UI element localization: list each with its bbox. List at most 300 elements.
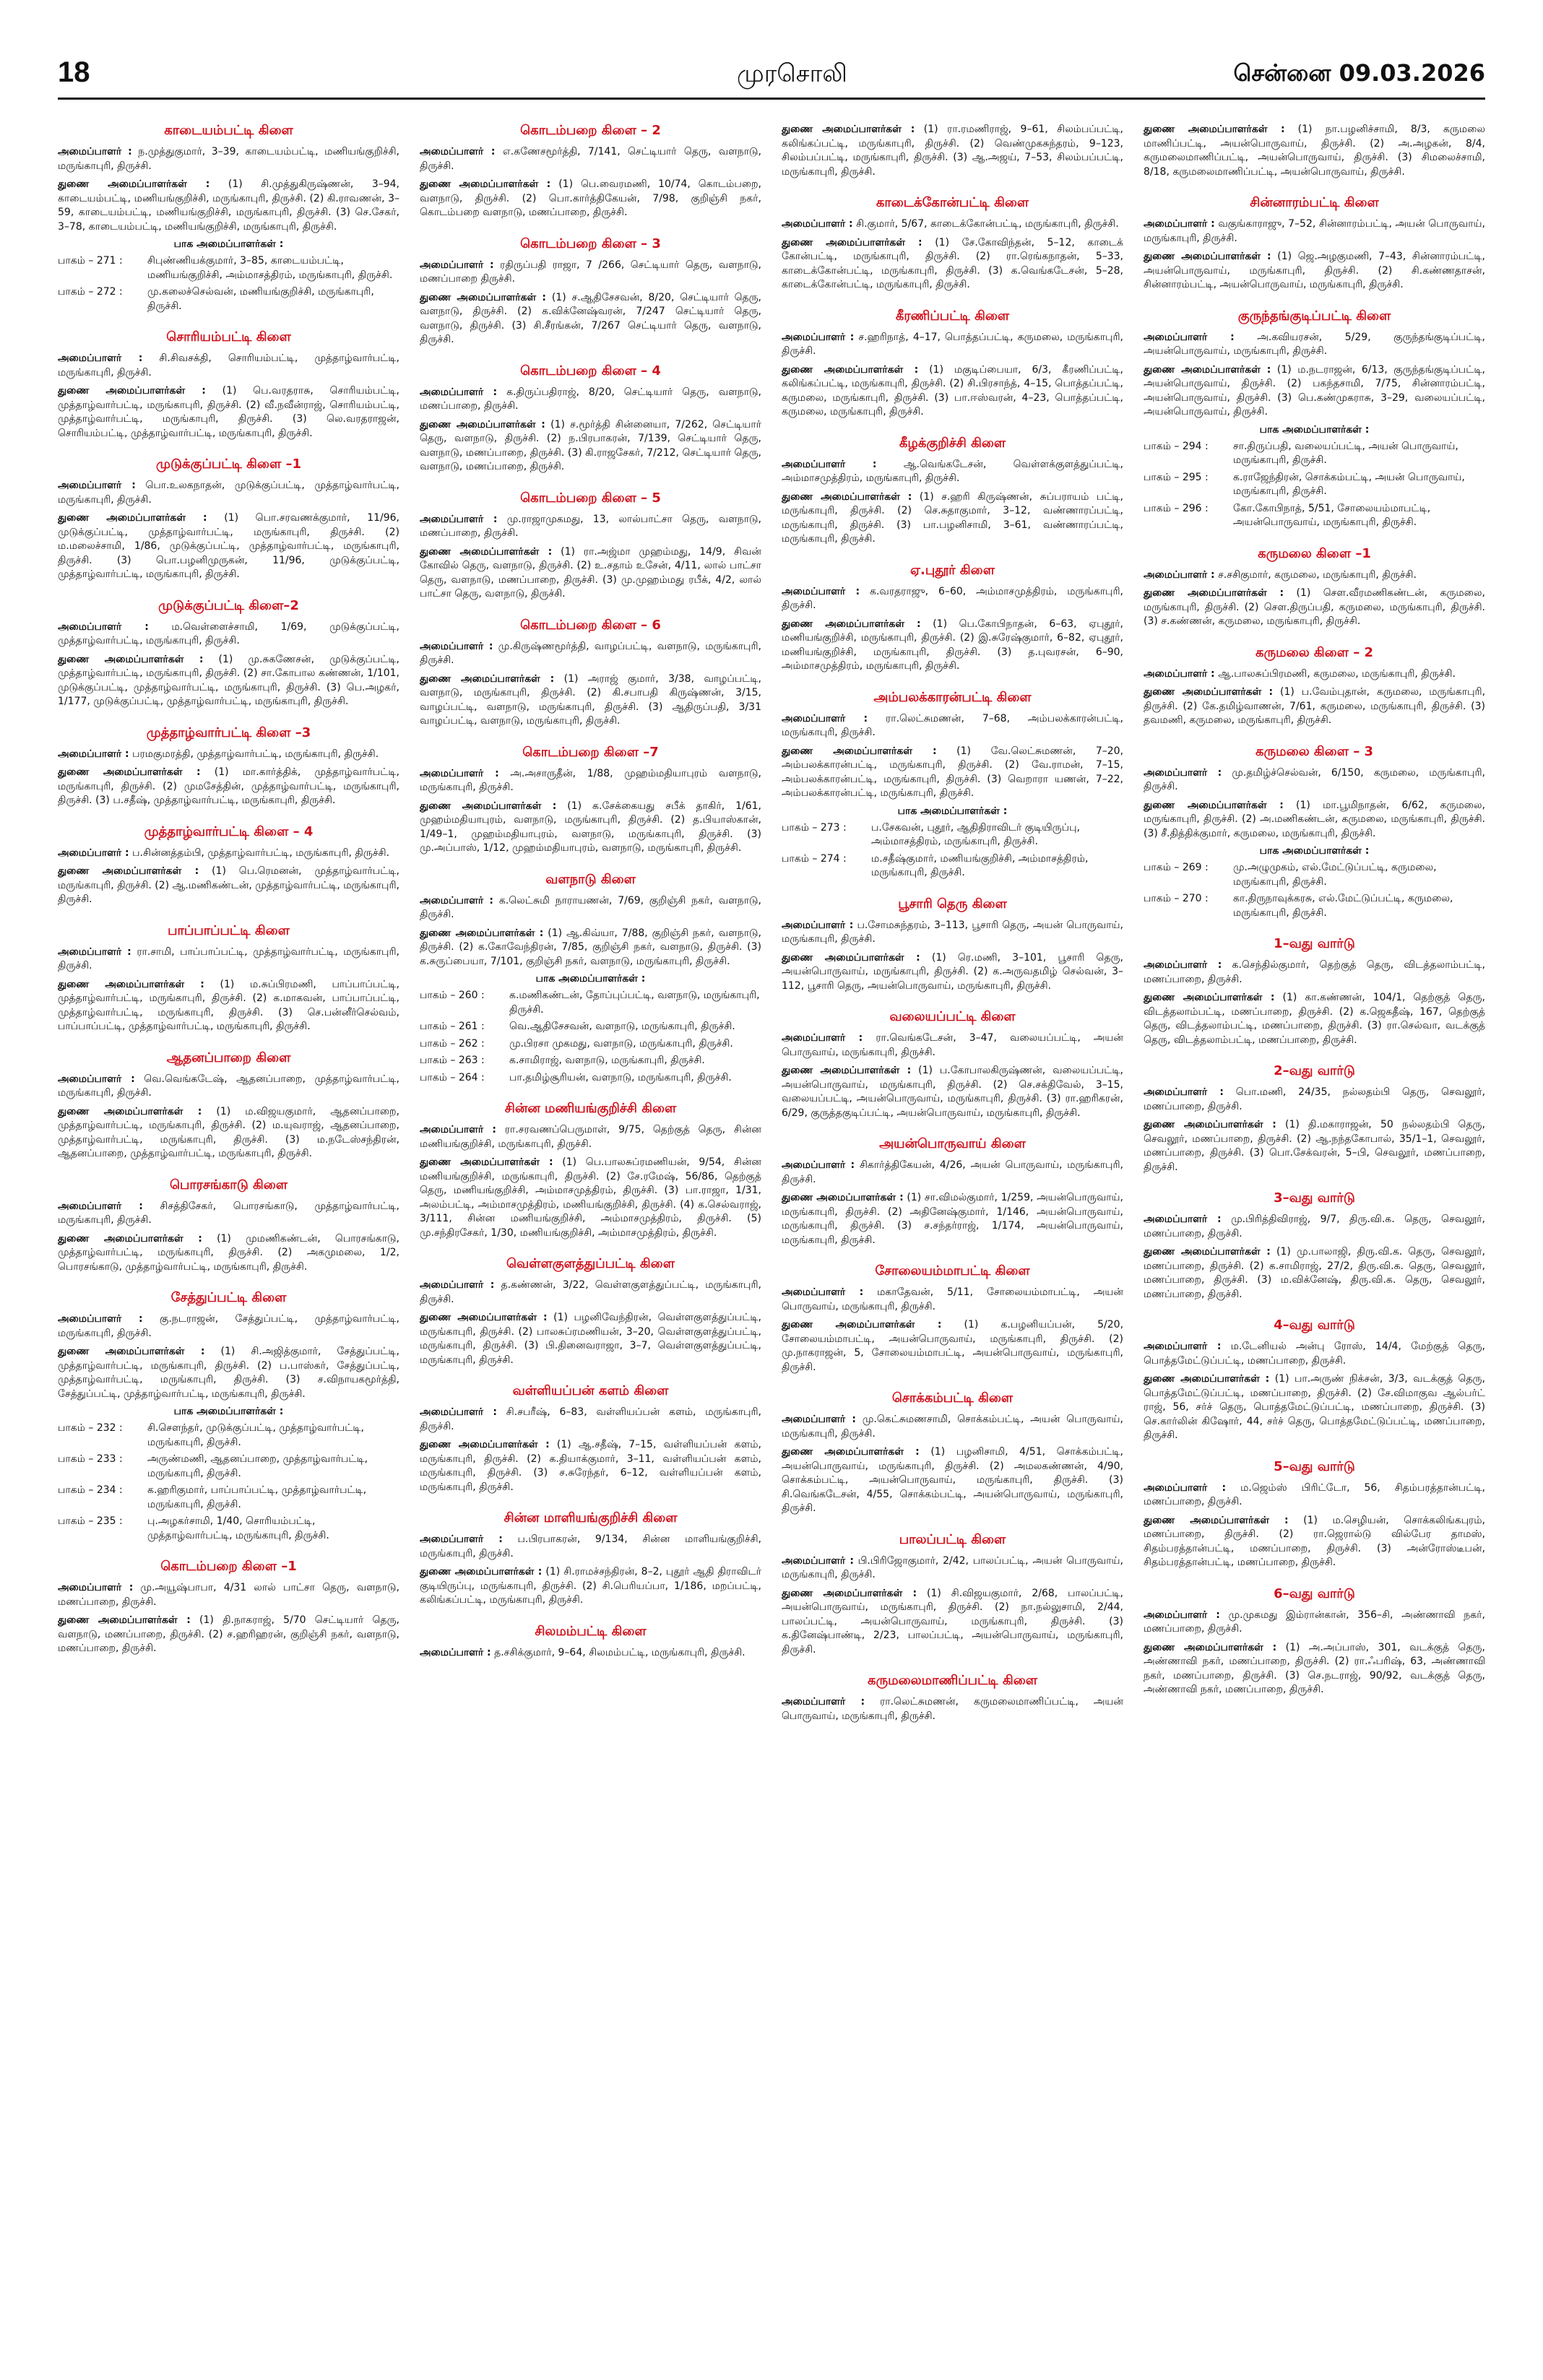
section-heading: கொடம்பறை கிளை –7	[522, 744, 659, 760]
organiser-text: க.செந்தில்குமார், தெற்குத் தெரு, விடத்தலாம்பட்டி, மணப்பாறை, திருச்சி.	[1144, 959, 1485, 985]
role-label: துணை அமைப்பாளர்கள் :	[420, 178, 551, 190]
section-heading: 2–வது வார்டு	[1274, 1063, 1355, 1078]
section	[1144, 1063, 1485, 1174]
role-label: அமைப்பாளர் :	[420, 640, 493, 652]
role-label: துணை அமைப்பாளர்கள் :	[58, 1346, 205, 1357]
deputy-text: (1) ம.விஜயகுமார், ஆதனப்பாறை, முத்தாழ்வார்பட்டி, மருங்காபுரி, திருச்சி. (2) ம.யுவராஜ், ஆதனப்பாறை, முத்தாழ்வார்பட்டி, மருங்காபுரி, திருச்சி. (3) ம.நடேஸ்சந்திரன், ஆதனப்பாறை, முத்தாழ்வார்பட்டி, மருங்காபுரி, திருச்சி.	[58, 1105, 399, 1159]
booth-organiser: க.சாமிராஜ், வளநாடு, மருங்காபுரி, திருச்சி.	[509, 1055, 705, 1066]
section	[58, 456, 399, 582]
section	[782, 563, 1123, 674]
section	[420, 363, 761, 475]
deputy-line	[420, 291, 761, 347]
section-heading: பாப்பாப்பட்டி கிளை	[168, 922, 290, 938]
section	[1144, 123, 1485, 179]
role-label: துணை அமைப்பாளர்கள் :	[58, 1105, 202, 1117]
section-heading: காடைக்கோன்பட்டி கிளை	[876, 195, 1029, 210]
booth-number: பாகம் – 261 :	[420, 1021, 485, 1032]
role-label: துணை அமைப்பாளர்கள் :	[782, 1587, 917, 1599]
section-heading: கருமலை கிளை –1	[1258, 545, 1371, 561]
booth-organiser: ம.சதீஷ்குமார், மணியங்குறிச்சி, அம்மாசத்திரம், மருங்காபுரி, திருச்சி.	[871, 852, 1089, 878]
deputy-text: (1) சி.ராமச்சந்திரன், 8–2, புதூர் ஆதி திராவிடர் குடியிருப்பு, மருங்காபுரி, திருச்சி. (2) சி.பெரியப்பா, 1/186, மறப்பட்டி, கலிங்கப்பட்டி, மருங்காபுரி, திருச்சி.	[420, 1566, 761, 1606]
organiser-line	[420, 513, 761, 541]
booth-organiser: க.மணிகண்டன், தோப்புப்பட்டி, வளநாடு, மருங்காபுரி, திருச்சி.	[509, 990, 760, 1016]
role-label: அமைப்பாளர் :	[1144, 568, 1215, 581]
role-label: துணை அமைப்பாளர்கள் :	[420, 1439, 550, 1450]
section-heading: அம்பலக்காரன்பட்டி கிளை	[873, 689, 1032, 705]
role-label: அமைப்பாளர் :	[420, 894, 494, 906]
booth-organiser: கோ.கோபிநாத், 5/51, சோலையம்மாபட்டி, அயன்பொருவாய், மருங்காபுரி, திருச்சி.	[1233, 502, 1431, 528]
booth-row	[420, 1020, 761, 1034]
deputy-text: (1) முமணிகண்டன், பொரசங்காடு, முத்தாழ்வார்பட்டி, மருங்காபுரி, திருச்சி. (2) அகமுமலை, 1/2, பொரசங்காடு, முத்தாழ்வார்பட்டி, மருங்காபுரி, திருச்சி.	[58, 1232, 399, 1273]
organiser-line	[420, 1646, 761, 1661]
deputy-line	[1144, 363, 1485, 420]
organiser-text: பி.பிரிஜோகுமார், 2/42, பாலப்பட்டி, அயன் பொருவாய், மருங்காபுரி, திருச்சி.	[782, 1554, 1123, 1580]
organiser-text: ந.முத்துகுமார், 3–39, காடையம்பட்டி, மணியங்குறிச்சி, மருங்காபுரி, திருச்சி.	[58, 146, 399, 172]
section-heading: பாலப்பட்டி கிளை	[899, 1531, 1006, 1547]
organiser-line	[1144, 1086, 1485, 1114]
organiser-line	[58, 1581, 399, 1609]
role-label: அமைப்பாளர் :	[782, 1414, 857, 1425]
role-label: அமைப்பாளர் :	[420, 767, 499, 779]
column-4	[1144, 123, 1485, 2362]
booth-row	[1144, 471, 1485, 499]
deputy-line	[58, 178, 399, 234]
organiser-line	[782, 712, 1123, 740]
deputy-text: (1) மா.கார்த்திக், முத்தாழ்வார்பட்டி, மருங்காபுரி, திருச்சி. (2) முமசேத்தின், முத்தாழ்வார்பட்டி, மருங்காபுரி, திருச்சி. (3) ப.சதீஷ், முத்தாழ்வார்பட்டி, மருங்காபுரி, திருச்சி.	[58, 766, 399, 806]
organiser-line	[58, 1200, 399, 1228]
section-heading: சேத்துப்பட்டி கிளை	[170, 1290, 287, 1305]
deputy-text: (1) மு.சுகணேசன், முடுக்குப்பட்டி, முத்தாழ்வார்பட்டி, மருங்காபுரி, திருச்சி. (2) சா.கோபால கண்ணன், 1/101, முடுக்குப்பட்டி, முத்தாழ்வார்பட்டி, மருங்காபுரி, திருச்சி. (3) பெ.அழகர், 1/177, முடுக்குப்பட்டி, முத்தாழ்வார்பட்டி, மருங்காபுரி, திருச்சி.	[58, 653, 399, 707]
deputy-line	[1144, 685, 1485, 728]
section-heading: 5–வது வார்டு	[1274, 1458, 1355, 1474]
booth-heading: பாக அமைப்பாளர்கள் :	[897, 805, 1008, 817]
booth-row	[58, 1515, 399, 1543]
section	[782, 195, 1123, 293]
organiser-line	[1144, 766, 1485, 795]
role-label: துணை அமைப்பாளர்கள் :	[420, 545, 553, 558]
deputy-line	[420, 545, 761, 602]
organiser-text: க.வரதராஜு, 6–60, அம்மாசமுத்திரம், மருங்காபுரி, திருச்சி.	[782, 585, 1123, 611]
booth-number: பாகம் – 262 :	[420, 1037, 485, 1050]
section	[1144, 308, 1485, 530]
role-label: அமைப்பாளர் :	[420, 146, 496, 157]
section	[58, 824, 399, 907]
deputy-text: (1) பெ.ரெமனன், முத்தாழ்வார்பட்டி, மருங்காபுரி, திருச்சி. (2) ஆ.மணிகண்டன், முத்தாழ்வார்பட்டி, மருங்காபுரி, திருச்சி.	[58, 865, 399, 905]
organiser-line	[1144, 331, 1485, 359]
role-label: அமைப்பாளர் :	[58, 847, 129, 859]
booth-number: பாகம் – 295 :	[1144, 471, 1209, 483]
role-label: துணை அமைப்பாளர்கள் :	[58, 766, 201, 778]
article-columns	[58, 123, 1485, 2362]
section	[420, 1510, 761, 1608]
section-heading: பூசாரி தெரு கிளை	[898, 896, 1007, 912]
deputy-line	[420, 418, 761, 475]
role-label: அமைப்பாளர் :	[58, 748, 129, 760]
deputy-text: (1) ம.சுப்பிரமணி, பாப்பாப்பட்டி, முத்தாழ்வார்பட்டி, மருங்காபுரி, திருச்சி. (2) க.மாகவன், பாப்பாப்பட்டி, முத்தாழ்வார்பட்டி, மருங்காபுரி, திருச்சி. (3) செ.பன்னீர்செல்வம், பாப்பாப்பட்டி, முத்தாழ்வார்பட்டி, மருங்காபுரி, திருச்சி.	[58, 978, 399, 1032]
role-label: துணை அமைப்பாளர்கள் :	[1144, 992, 1275, 1003]
role-label: துணை அமைப்பாளர்கள் :	[1144, 587, 1284, 599]
role-label: துணை அமைப்பாளர்கள் :	[782, 618, 921, 630]
deputy-line	[58, 978, 399, 1034]
organiser-text: மு.கிருஷ்ணமூர்த்தி, வாழப்பட்டி, வளநாடு, மருங்காபுரி, திருச்சி.	[420, 640, 761, 666]
section	[782, 1390, 1123, 1516]
deputy-line	[420, 1311, 761, 1367]
role-label: துணை அமைப்பாளர்கள் :	[420, 672, 555, 685]
deputy-line	[58, 1232, 399, 1275]
booth-organiser: மு.கலைச்செல்வன், மணியங்குறிச்சி, மருங்காபுரி, திருச்சி.	[147, 286, 374, 312]
newspaper-title: முரசொலி	[737, 59, 847, 88]
organiser-text: வகுங்காராஜு, 7–52, சின்னாரம்பட்டி, அயன் பொருவாய், மருங்காபுரி, திருச்சி.	[1144, 218, 1485, 244]
section	[782, 1136, 1123, 1247]
section	[1144, 195, 1485, 293]
role-label: அமைப்பாளர் :	[782, 218, 853, 230]
organiser-line	[58, 145, 399, 173]
role-label: துணை அமைப்பாளர்கள் :	[420, 418, 545, 430]
booth-organiser: க.ராஜேந்திரன், சொக்கம்பட்டி, அயன் பொருவாய், மருங்காபுரி, திருச்சி.	[1233, 471, 1465, 497]
booth-number: பாகம் – 273 :	[782, 821, 847, 834]
role-label: துணை அமைப்பாளர்கள் :	[1144, 251, 1271, 262]
deputy-line	[1144, 1245, 1485, 1302]
section-heading: சோலையம்மாபட்டி கிளை	[875, 1263, 1030, 1278]
booth-organiser: க.ஹரிகுமார், பாப்பாப்பட்டி, முத்தாழ்வார்பட்டி, மருங்காபுரி, திருச்சி.	[147, 1484, 367, 1510]
deputy-text: (1) பெ.வைரமணி, 10/74, கொடம்பறை, வளநாடு, திருச்சி. (2) பொ.கார்த்திகேயன், 7/98, குறிஞ்சி நகர், கொடம்பறை வளநாடு, மணப்பாறை, திருச்சி.	[420, 178, 761, 218]
organiser-text: வெ.வெங்கடேஷ், ஆதனப்பாறை, முத்தாழ்வார்பட்டி, மருங்காபுரி, திருச்சி.	[58, 1073, 399, 1099]
section-heading: குருந்தங்குடிப்பட்டி கிளை	[1237, 308, 1391, 324]
section	[782, 1532, 1123, 1658]
organiser-line	[782, 1554, 1123, 1583]
section	[58, 329, 399, 441]
booth-organiser: சிபுண்ணியக்குமார், 3–85, காடையம்பட்டி, மணியங்குறிச்சி, அம்மாசத்திரம், மருங்காபுரி, திருச்சி.	[147, 255, 393, 281]
deputy-text: (1) ஜெ.அழகுமணி, 7–43, சின்னாரம்பட்டி, அயன்பொருவாய், மருங்காபுரி, திருச்சி. (2) சி.கண்ணதாசன், சின்னாரம்பட்டி, அயன்பொருவாய், மருங்காபுரி, திருச்சி.	[1144, 251, 1485, 290]
role-label: துணை அமைப்பாளர்கள் :	[1144, 124, 1285, 135]
deputy-line	[58, 1614, 399, 1656]
deputy-text: (1) ச.ஆதிசேசவன், 8/20, செட்டியார் தெரு, வளநாடு, திருச்சி. (2) க.விக்னேஷ்வரன், 7/247 செட்டியார் தெரு, வளநாடு, திருச்சி. (3) சி.சீரங்கன், 7/267 செட்டியார் தெரு, வளநாடு, திருச்சி.	[420, 291, 761, 345]
organiser-text: அ.அசாருதீன், 1/88, முஹம்மதியாபுரம் வளநாடு, மருங்காபுரி, திருச்சி.	[420, 767, 761, 793]
section-heading: முத்தாழ்வார்பட்டி கிளை – 4	[144, 823, 314, 839]
section-heading: வெள்ளகுளத்துப்பட்டி கிளை	[506, 1256, 675, 1271]
role-label: அமைப்பாளர் :	[1144, 667, 1215, 680]
deputy-text: (1) சே.கோவிந்தன், 5–12, காடைக் கோன்பட்டி, மருங்காபுரி, திருச்சி. (2) ரா.ரெங்கநாதன், 5–33, காடைக்கோன்பட்டி, மருங்காபுரி, திருச்சி. (3) க.வெங்கடேசன், 5–28, காடைக்கோன்பட்டி, மருங்காபுரி, திருச்சி.	[782, 236, 1123, 290]
deputy-text: (1) ப.கோபாலகிருஷ்ணன், வலையப்பட்டி, அயன்பொருவாய், மருங்காபுரி, திருச்சி. (2) செ.சக்திவேல், 3–15, வலையப்பட்டி, அயன்பொருவாய், மருங்காபுரி, திருச்சி. (3) ரா.ஹரிகரன், 6/29, குருத்தகுடிப்பட்டி, அயன்பொருவாய், மருங்காபுரி, திருச்சி.	[782, 1065, 1123, 1119]
section-heading: கருமலை கிளை – 2	[1255, 644, 1373, 660]
role-label: துணை அமைப்பாளர்கள் :	[1144, 686, 1274, 698]
role-label: அமைப்பாளர் :	[1144, 1341, 1222, 1352]
deputy-text: (1) ம.செழியன், சொக்கலிங்கபுரம், மணப்பாறை, திருச்சி. (2) ரா.ஜெரால்டு வில்பேர தாமஸ், சிதம்பரத்தான்பட்டி, மணப்பாறை, திருச்சி. (3) அன்ரோஸ்டீபன், சிதம்பரத்தான்பட்டி, மணப்பாறை, திருச்சி.	[1144, 1514, 1485, 1568]
section	[1144, 744, 1485, 921]
deputy-text: (1) பா.அருண் நிக்சன், 3/3, வடக்குத் தெரு, பொத்தமேட்டுப்பட்டி, மணப்பாறை, திருச்சி. (2) சே.விமாகுவ ஆல்பர்ட் ராஜ், 56, சர்ச் தெரு, பொத்தமேட்டுப்பட்டி, மணப்பாறை, திருச்சி. (3) செ.கார்லின் கிஷோர், 44, சர்ச் தெரு, பொத்தமேட்டுப்பட்டி, மணப்பாறை, திருச்சி.	[1144, 1373, 1485, 1441]
organiser-line	[420, 145, 761, 173]
organiser-line	[782, 123, 1123, 179]
organiser-text: ப.பிரபாகரன், 9/134, சின்ன மாளியங்குறிச்சி, மருங்காபுரி, திருச்சி.	[420, 1533, 761, 1559]
booth-number: பாகம் – 294 :	[1144, 440, 1209, 452]
deputy-line	[420, 927, 761, 969]
organiser-line	[58, 748, 399, 762]
role-label: அமைப்பாளர் :	[58, 480, 136, 491]
section	[420, 1101, 761, 1240]
booth-number: பாகம் – 269 :	[1144, 862, 1209, 873]
deputy-text: (1) தி.நாகராஜ், 5/70 செட்டியார் தெரு, வளநாடு, மணப்பாறை, திருச்சி. (2) ச.ஹரிஹரன், குறிஞ்சி நகர், வளநாடு, மணப்பாறை, திருச்சி.	[58, 1614, 399, 1654]
deputy-text: (1) சி.அஜித்குமார், சேத்துப்பட்டி, முத்தாழ்வார்பட்டி, மருங்காபுரி, திருச்சி. (2) ப.பாஸ்கர், சேத்துப்பட்டி, முத்தாழ்வார்பட்டி, மருங்காபுரி, திருச்சி. (3) ச.விநாயகமூர்த்தி, சேத்துப்பட்டி, முத்தாழ்வார்பட்டி, மருங்காபுரி, திருச்சி.	[58, 1346, 399, 1400]
role-label: துணை அமைப்பாளர்கள் :	[782, 1192, 904, 1203]
deputy-text: (1) ரெ.மணி, 3–101, பூசாரி தெரு, அயன்பொருவாய், மருங்காபுரி, திருச்சி. (2) க.அருவதமிழ் செல்வன், 3–112, பூசாரி தெரு, அயன்பொருவாய், மருங்காபுரி, திருச்சி.	[782, 951, 1123, 992]
organiser-line	[1144, 959, 1485, 987]
deputy-line	[782, 1191, 1123, 1247]
booth-row	[782, 852, 1123, 880]
organiser-text: ப.சோமசுந்தரம், 3–113, பூசாரி தெரு, அயன் பொருவாய், மருங்காபுரி, திருச்சி.	[782, 919, 1123, 945]
organiser-text: ப.சின்னத்தம்பி, முத்தாழ்வார்பட்டி, மருங்காபுரி, திருச்சி.	[132, 847, 390, 859]
role-label: அமைப்பாளர் :	[58, 945, 131, 958]
booth-row	[58, 254, 399, 282]
organiser-text: அ.கவியரசன், 5/29, குருந்தங்குடிப்பட்டி, அயன்பொருவாய், மருங்காபுரி, திருச்சி.	[1144, 331, 1485, 357]
role-label: அமைப்பாளர் :	[782, 1554, 854, 1567]
booth-row	[58, 285, 399, 313]
section	[1144, 936, 1485, 1047]
deputy-text: (1) ம.நடராஜன், 6/13, குருந்தங்குடிப்பட்டி, அயன்பொருவாய், திருச்சி. (2) பகந்தசாமி, 7/75, சின்னாரம்பட்டி, அயன்பொருவாய், திருச்சி. (3) பெ.கண்முகராசு, 3–29, வலையப்பட்டி, அயன்பொருவாய், திருச்சி.	[1144, 363, 1485, 417]
role-label: அமைப்பாளர் :	[58, 146, 132, 157]
role-label: அமைப்பாளர் :	[782, 585, 860, 597]
role-label: துணை அமைப்பாளர்கள் :	[782, 1446, 920, 1458]
deputy-line	[1144, 1118, 1485, 1174]
organiser-line	[782, 585, 1123, 613]
organiser-line	[420, 386, 761, 414]
deputy-line	[782, 618, 1123, 674]
masthead	[0, 0, 1543, 87]
organiser-line	[782, 1031, 1123, 1060]
booth-organiser: மு.பிரசா முகமது, வளநாடு, மருங்காபுரி, திருச்சி.	[509, 1037, 733, 1050]
role-label: துணை அமைப்பாளர்கள் :	[782, 124, 915, 135]
organiser-text: கு.நடராஜன், சேத்துப்பட்டி, முத்தாழ்வார்பட்டி, மருங்காபுரி, திருச்சி.	[58, 1313, 399, 1339]
role-label: அமைப்பாளர் :	[420, 1406, 497, 1418]
booth-organiser: சி.சௌந்தர், முடுக்குப்பட்டி, முத்தாழ்வார்பட்டி, மருங்காபுரி, திருச்சி.	[147, 1422, 364, 1448]
organiser-text: சி.சிவசக்தி, சொரியம்பட்டி, முத்தாழ்வார்பட்டி, மருங்காபுரி, திருச்சி.	[58, 352, 399, 378]
deputy-text: (1) சி.விஜயகுமார், 2/68, பாலப்பட்டி, அயன்பொருவாய், மருங்காபுரி, திருச்சி. (2) நா.நல்லுசாமி, 2/44, பாலப்பட்டி, அயன்பொருவாய், மருங்காபுரி, திருச்சி. (3) க.தினேஷ்பாண்டி, 2/23, பாலப்பட்டி, அயன்பொருவாய், மருங்காபுரி, திருச்சி.	[782, 1587, 1123, 1656]
organiser-line	[782, 217, 1123, 232]
section-heading: கொடம்பறை கிளை – 2	[520, 123, 661, 138]
booth-heading: பாக அமைப்பாளர்கள் :	[173, 238, 284, 250]
organiser-line	[58, 352, 399, 380]
edition-date: சென்னை 09.03.2026	[1233, 59, 1485, 87]
deputy-line	[58, 865, 399, 907]
role-label: துணை அமைப்பாளர்கள் :	[58, 865, 199, 877]
role-label: துணை அமைப்பாளர்கள் :	[58, 653, 204, 665]
deputy-line	[782, 745, 1123, 801]
section-heading: கொடம்பறை கிளை – 4	[520, 363, 661, 378]
booth-number: பாகம் – 235 :	[58, 1515, 123, 1527]
deputy-line	[782, 363, 1123, 420]
deputy-text: (1) ரா.அஜ்மா முஹம்மது, 14/9, சிவன் கோவில் தெரு, வளநாடு, திருச்சி. (2) உ.சதாம் உசேன், 4/11, லால் பாட்சா தெரு, வளநாடு, மணப்பாறை, திருச்சி. (3) மு.முஹம்மது ரபீக், 4/2, லால் பாட்சா தெரு, வளநாடு, திருச்சி.	[420, 545, 761, 600]
section	[420, 490, 761, 602]
section	[1144, 1317, 1485, 1443]
organiser-text: ரா.வெங்கடேசன், 3–47, வலையப்பட்டி, அயன் பொருவாய், மருங்காபுரி, திருச்சி.	[782, 1032, 1123, 1058]
role-label: துணை அமைப்பாளர்கள் :	[1144, 1641, 1277, 1653]
section-heading: சின்ன மாளியங்குறிச்சி கிளை	[503, 1510, 678, 1526]
organiser-text: ரா.லெட்சுமணன், கருமலைமாணிப்பட்டி, அயன் பொருவாய், மருங்காபுரி, திருச்சி.	[782, 1696, 1123, 1722]
organiser-text: ச.ஹரிநாத், 4–17, பொத்தப்பட்டி, கருமலை, மருங்காபுரி, திருச்சி.	[782, 331, 1123, 357]
deputy-line	[1144, 1514, 1485, 1570]
deputy-line	[58, 766, 399, 808]
role-label: அமைப்பாளர் :	[782, 919, 854, 931]
section	[782, 436, 1123, 547]
organiser-line	[420, 640, 761, 668]
deputy-text: (1) ச.மூர்த்தி சின்னையா, 7/262, செட்டியார் தெரு, வளநாடு, திருச்சி. (2) ந.பிரபாகரன், 7/139, செட்டியார் தெரு, வளநாடு, மணப்பாறை, திருச்சி. (3) கி.ராஜசேகர், 7/212, செட்டியார் தெரு, வளநாடு, மணப்பாறை, திருச்சி.	[420, 418, 761, 472]
section	[58, 725, 399, 808]
booth-number: பாகம் – 232 :	[58, 1422, 123, 1434]
organiser-text: சி.சபரீஷ், 6–83, வள்ளியப்பன் களம், மருங்காபுரி, திருச்சி.	[420, 1406, 761, 1432]
deputy-text: (1) பெ.கோபிநாதன், 6–63, ஏபுதூர், மணியங்குறிச்சி, மருங்காபுரி, திருச்சி. (2) இ.சுரேஷ்குமார், 6–82, ஏபுதூர், மணியங்குறிச்சி, மருங்காபுரி, திருச்சி. (3) த.புவரசன், 6–90, அம்மாசமுத்திரம், மருங்காபுரி, திருச்சி.	[782, 618, 1123, 672]
booth-row	[420, 1071, 761, 1086]
organiser-line	[58, 847, 399, 861]
organiser-text: சிகார்த்திகேயன், 4/26, அயன் பொருவாய், மருங்காபுரி, திருச்சி.	[782, 1159, 1123, 1185]
role-label: அமைப்பாளர் :	[1144, 331, 1235, 343]
role-label: துணை அமைப்பாளர்கள் :	[1144, 1514, 1289, 1526]
booth-heading: பாக அமைப்பாளர்கள் :	[1259, 423, 1370, 436]
organiser-text: ஆ.பாலசுப்பிரமணி, கருமலை, மருங்காபுரி, திருச்சி.	[1218, 667, 1456, 680]
booth-number: பாகம் – 296 :	[1144, 502, 1209, 514]
section	[1144, 1190, 1485, 1302]
role-label: துணை அமைப்பாளர்கள் :	[58, 1232, 202, 1245]
deputy-text: (1) அ.அப்பாஸ், 301, வடக்குத் தெரு, அண்ணாவி நகர், மணப்பாறை, திருச்சி. (2) ரா.ஃபரிஷ், 63, அண்ணாவி நகர், மணப்பாறை, திருச்சி. (3) செ.நடராஜ், 90/92, வடக்குத் தெரு, அண்ணாவி நகர், மணப்பாறை, திருச்சி.	[1144, 1641, 1485, 1695]
section	[58, 1559, 399, 1656]
deputy-text: (1) ச.ஹரி கிருஷ்ணன், சுப்பராயம் பட்டி, மருங்காபுரி, திருச்சி. (2) செ.சுதாகுமார், 3–12, வண்ணாரப்பட்டி, மருங்காபுரி, திருச்சி. (3) பா.பழனிசாமி, 3–61, வண்ணாரப்பட்டி, மருங்காபுரி, திருச்சி.	[782, 490, 1123, 545]
deputy-line	[58, 384, 399, 441]
section	[782, 896, 1123, 994]
section	[1144, 645, 1485, 728]
section-heading: கொடம்பறை கிளை – 3	[520, 235, 661, 251]
deputy-line	[782, 236, 1123, 293]
role-label: அமைப்பாளர் :	[58, 1073, 135, 1085]
section	[420, 1256, 761, 1367]
booth-row	[1144, 502, 1485, 530]
section	[420, 236, 761, 347]
organiser-line	[1144, 568, 1485, 583]
organiser-text: மு.அயூஷ்பாபா, 4/31 லால் பாட்சா தெரு, வளநாடு, மணப்பாறை, திருச்சி.	[58, 1582, 399, 1608]
organiser-line	[1144, 217, 1485, 246]
section	[782, 1009, 1123, 1120]
section	[782, 308, 1123, 420]
organiser-text: த.சசிக்குமார், 9–64, சிலமம்பட்டி, மருங்காபுரி, திருச்சி.	[494, 1646, 745, 1658]
booth-row	[58, 1484, 399, 1512]
booth-row	[420, 1037, 761, 1052]
organiser-text: ஆ.வெங்கடேசன், வெள்ளக்குளத்துப்பட்டி, அம்மாசமுத்திரம், மருங்காபுரி, திருச்சி.	[782, 458, 1123, 484]
role-label: அமைப்பாளர் :	[420, 259, 494, 271]
deputy-text: (1) பொ.சரவணக்குமார், 11/96, முடுக்குப்பட்டி, முத்தாழ்வார்பட்டி, மருங்காபுரி, திருச்சி. (2) ம.மலைச்சாமி, 1/86, முடுக்குப்பட்டி, முத்தாழ்வார்பட்டி, மருங்காபுரி, திருச்சி. (3) பொ.பழனிமுருகன், 11/96, முடுக்குப்பட்டி, முத்தாழ்வார்பட்டி, மருங்காபுரி, திருச்சி.	[58, 512, 399, 580]
page-number: 18	[58, 56, 90, 88]
deputy-text: (1) மா.பூமிநாதன், 6/62, கருமலை, மருங்காபுரி, திருச்சி. (2) அ.மணிகண்டன், கருமலை, மருங்காபுரி, திருச்சி. (3) சீ.தித்திக்குமார், கருமலை, மருங்காபுரி, திருச்சி.	[1144, 799, 1485, 839]
role-label: துணை அமைப்பாளர்கள் :	[58, 1614, 191, 1626]
organiser-line	[420, 1533, 761, 1561]
role-label: அமைப்பாளர் :	[420, 1646, 491, 1658]
section	[58, 123, 399, 313]
role-label: அமைப்பாளர் :	[1144, 766, 1222, 779]
booth-number: பாகம் – 234 :	[58, 1484, 123, 1496]
role-label: துணை அமைப்பாளர்கள் :	[58, 512, 207, 524]
organiser-line	[782, 1159, 1123, 1187]
role-label: துணை அமைப்பாளர்கள் :	[782, 363, 919, 376]
role-label: துணை அமைப்பாளர்கள் :	[420, 1156, 553, 1168]
section-heading: முடுக்குப்பட்டி கிளை –1	[156, 456, 301, 472]
organiser-text: எ.கணேசமூர்த்தி, 7/141, செட்டியார் தெரு, வளநாடு, திருச்சி.	[420, 146, 761, 172]
role-label: அமைப்பாளர் :	[782, 712, 868, 724]
booth-organiser: வெ.ஆதிசேசவன், வளநாடு, மருங்காபுரி, திருச்சி.	[509, 1021, 735, 1032]
section-heading: வள்ளியப்பன் களம் கிளை	[512, 1383, 669, 1398]
organiser-line	[420, 894, 761, 922]
booth-row	[420, 989, 761, 1017]
organiser-line	[782, 919, 1123, 947]
role-label: அமைப்பாளர் :	[420, 386, 498, 398]
booth-number: பாகம் – 274 :	[782, 852, 847, 865]
deputy-line	[420, 1156, 761, 1240]
section	[58, 1177, 399, 1275]
organiser-text: ரதிருப்பதி ராஜா, 7 /266, செட்டியார் தெரு, வளநாடு, மணப்பாறை திருச்சி.	[420, 259, 761, 285]
deputy-text: (1) மகுடிப்பையா, 6/3, கீரணிப்பட்டி, கலிங்கப்பட்டி, மருங்காபுரி, திருச்சி. (2) சி.பிரசாந்த், 4–15, பொத்தப்பட்டி, கருமலை, மருங்காபுரி, திருச்சி. (3) பா.ஈஸ்வரன், 4–23, பொத்தப்பட்டி, கருமலை, மருங்காபுரி, திருச்சி.	[782, 363, 1123, 417]
booth-organiser: கா.திருநாவுக்கரசு, எல்.மேட்டுப்பட்டி, கருமலை, மருங்காபுரி, திருச்சி.	[1233, 893, 1453, 919]
deputy-text: (1) ஆ.கிவ்யா, 7/88, குறிஞ்சி நகர், வளநாடு, திருச்சி. (2) க.கோவேந்திரன், 7/85, குறிஞ்சி நகர், வளநாடு, திருச்சி. (3) க.சுருப்பையா, 7/101, குறிஞ்சி நகர், வளநாடு, மருங்காபுரி, திருச்சி.	[420, 927, 761, 967]
organiser-text: க.லெட்சுமி நாராயணன், 7/69, குறிஞ்சி நகர், வளநாடு, திருச்சி.	[420, 894, 761, 920]
section-heading: ஏ.புதூர் கிளை	[910, 562, 995, 578]
deputy-line	[58, 1345, 399, 1401]
deputy-line	[782, 1318, 1123, 1375]
section	[782, 1263, 1123, 1375]
organiser-text: (1) ரா.ரமணிராஜ், 9–61, சிலம்பப்பட்டி, கலிங்கப்பட்டி, மருங்காபுரி, திருச்சி. (2) வெண்முகசுந்தரம், 9–123, சிலம்பப்பட்டி, மருங்காபுரி, திருச்சி. (3) ஆ.அஜய், 7–53, சிலம்பப்பட்டி, மருங்காபுரி, திருச்சி.	[782, 124, 1123, 178]
deputy-line	[58, 511, 399, 582]
booth-number: பாகம் – 263 :	[420, 1055, 485, 1066]
organiser-text: மு.ராஜாமுகமது, 13, லால்பாட்சா தெரு, வளநாடு, மணப்பாறை, திருச்சி.	[420, 513, 761, 539]
role-label: அமைப்பாளர் :	[782, 1696, 865, 1708]
role-label: துணை அமைப்பாளர்கள் :	[420, 1566, 543, 1578]
section	[782, 1673, 1123, 1723]
role-label: துணை அமைப்பாளர்கள் :	[420, 1312, 548, 1323]
section-heading: கொடம்பறை கிளை –1	[160, 1559, 297, 1574]
role-label: அமைப்பாளர் :	[1144, 959, 1222, 971]
column-3	[782, 123, 1123, 2362]
booth-row	[1144, 861, 1485, 889]
deputy-line	[1144, 991, 1485, 1047]
role-label: துணை அமைப்பாளர்கள் :	[1144, 1246, 1271, 1258]
booth-number: பாகம் – 271 :	[58, 255, 123, 267]
organiser-line	[782, 458, 1123, 486]
section-heading: 3–வது வார்டு	[1274, 1190, 1355, 1206]
deputy-text: (1) மு.பாலாஜி, திரு.வி.க. தெரு, செவலூர், மணப்பாறை, திருச்சி. (2) க.சாமிராஜ், 27/2, திரு.வி.க. தெரு, செவலூர், மணப்பாறை, திருச்சி. (3) ம.விக்னேஷ், திரு.வி.க. தெரு, செவலூர், மணப்பாறை, திருச்சி.	[1144, 1246, 1485, 1300]
section-heading: 6–வது வார்டு	[1274, 1585, 1355, 1601]
organiser-line	[782, 1286, 1123, 1314]
role-label: அமைப்பாளர் :	[782, 458, 877, 470]
role-label: துணை அமைப்பாளர்கள் :	[420, 800, 557, 812]
deputy-text: (1) தி.மகாராஜன், 50 நல்லதம்பி தெரு, செவலூர், மணப்பாறை, திருச்சி. (2) ஆ.நந்தகோபால், 35/1–1, செவலூர், மணப்பாறை, திருச்சி. (3) பொ.சேக்வரன், 5–பி, செவலூர், மணப்பாறை, திருச்சி.	[1144, 1119, 1485, 1173]
organiser-line	[1144, 667, 1485, 682]
section	[58, 1050, 399, 1161]
section	[1144, 546, 1485, 629]
organiser-line	[1144, 1609, 1485, 1637]
section	[420, 1383, 761, 1494]
role-label: துணை அமைப்பாளர்கள் :	[782, 1319, 942, 1330]
booth-number: பாகம் – 270 :	[1144, 893, 1209, 904]
organiser-text: ம.ஜெம்ஸ் பிரிட்டோ, 56, சிதம்பரத்தான்பட்டி, மணப்பாறை, திருச்சி.	[1144, 1481, 1485, 1507]
booth-number: பாகம் – 272 :	[58, 286, 123, 298]
header-rule	[58, 98, 1485, 100]
deputy-line	[420, 178, 761, 220]
section-heading: 1–வது வார்டு	[1274, 936, 1355, 951]
role-label: அமைப்பாளர் :	[1144, 1213, 1222, 1225]
section-heading: காடையம்பட்டி கிளை	[164, 123, 293, 138]
section	[420, 745, 761, 856]
deputy-line	[782, 951, 1123, 994]
role-label: அமைப்பாளர் :	[420, 1279, 495, 1291]
organiser-line	[1144, 1481, 1485, 1510]
role-label: அமைப்பாளர் :	[1144, 1481, 1227, 1494]
organiser-text: ரா.சாமி, பாப்பாப்பட்டி, முத்தாழ்வார்பட்டி, மருங்காபுரி, திருச்சி.	[58, 945, 399, 972]
deputy-line	[420, 1565, 761, 1608]
role-label: துணை அமைப்பாளர்கள் :	[782, 951, 920, 964]
